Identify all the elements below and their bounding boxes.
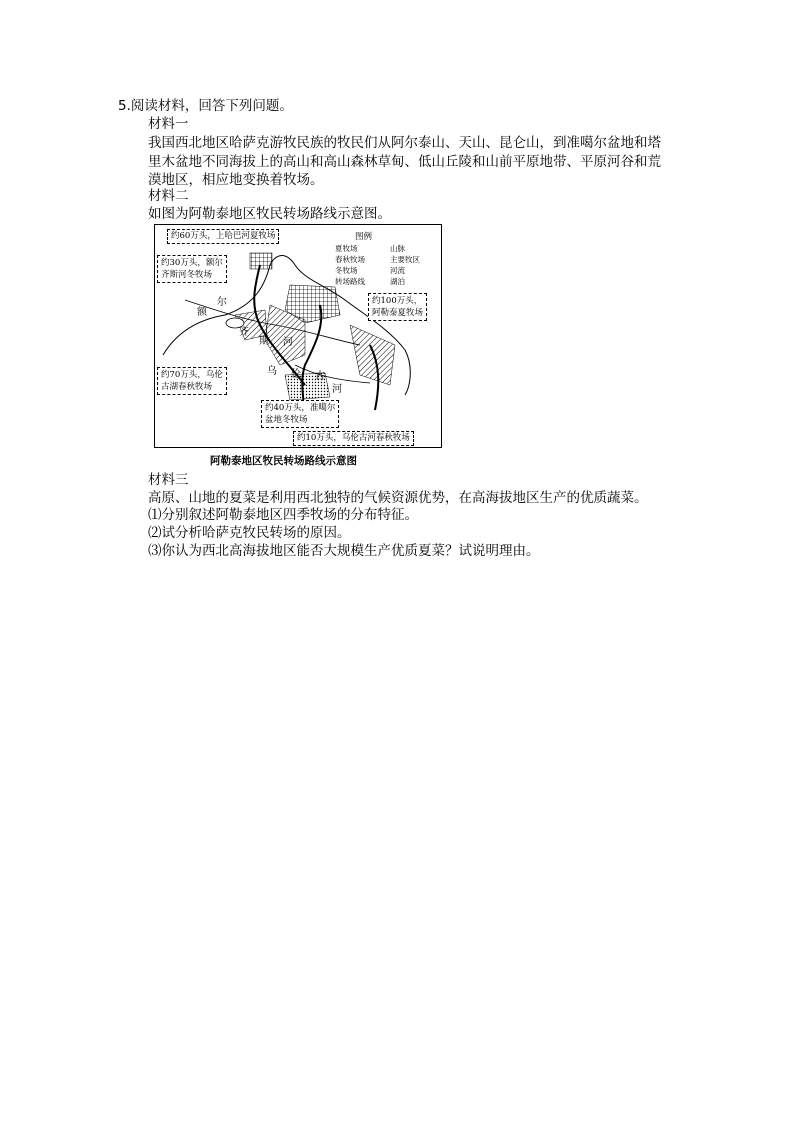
callout-line: 约100万头，	[372, 296, 423, 306]
legend-item: 山脉	[390, 244, 405, 253]
summer-pasture-area	[250, 253, 272, 269]
sub-question: ⑵试分析哈萨克牧民转场的原因。	[148, 525, 351, 541]
callout-altay-summer	[368, 293, 427, 321]
material2-label: 材料二	[148, 188, 189, 204]
sub-question: ⑴分别叙述阿勒泰地区四季牧场的分布特征。	[148, 507, 418, 523]
callout-ulungur-river-spring: 约10万头，乌伦古河春秋牧场	[293, 431, 414, 446]
callout-line: 阿勒泰夏牧场	[372, 308, 424, 318]
callout-line: 盆地冬牧场	[265, 415, 308, 425]
place-label: 齐	[239, 327, 249, 338]
sub-question: ⑶你认为西北高海拔地区能否大规模生产优质夏菜？试说明理由。	[148, 543, 540, 559]
place-label: 古	[315, 371, 325, 382]
callout-line: 齐斯河冬牧场	[161, 270, 213, 280]
callout-irtysh-winter	[157, 255, 227, 283]
material2-text: 如图为阿勒泰地区牧民转场路线示意图。	[148, 206, 391, 222]
place-label: 尔	[217, 297, 227, 308]
callout-upper-haba-summer: 约60万头，上哈巴河夏牧场	[167, 229, 279, 244]
migration-route-map	[154, 224, 442, 448]
callout-line: 约30万头，额尔	[161, 258, 223, 268]
place-label: 伦	[291, 369, 301, 380]
place-label: 乌	[267, 366, 277, 377]
material3-label: 材料三	[148, 472, 189, 488]
material1-line: 里木盆地不同海拔上的高山和高山森林草甸、低山丘陵和山前平原地带、平原河谷和荒	[148, 154, 661, 170]
spring-autumn-pasture-area	[350, 325, 395, 385]
callout-line: 约70万头，乌伦	[161, 370, 223, 380]
map-caption: 阿勒泰地区牧民转场路线示意图	[210, 455, 357, 467]
legend-item: 主要牧区	[390, 255, 420, 264]
callout-junggar-winter	[261, 400, 339, 428]
place-label: 斯	[259, 336, 269, 347]
place-label: 河	[332, 384, 342, 395]
callout-ulungur-lake-spring	[157, 367, 227, 395]
legend-item: 转场路线	[335, 277, 365, 286]
material1-line: 我国西北地区哈萨克游牧民族的牧民们从阿尔泰山、天山、昆仑山，到准噶尔盆地和塔	[148, 135, 661, 151]
place-label: 河	[283, 337, 293, 348]
legend-item: 冬牧场	[335, 266, 358, 275]
legend-item: 夏牧场	[335, 244, 358, 253]
material1-line: 漠地区，相应地变换着牧场。	[148, 172, 324, 188]
legend-item: 湖泊	[390, 277, 405, 286]
callout-line: 古湖春秋牧场	[161, 382, 213, 392]
legend-item: 河流	[390, 266, 405, 275]
material1-label: 材料一	[148, 116, 189, 132]
question-heading: 5.阅读材料，回答下列问题。	[118, 98, 293, 114]
legend-item: 春秋牧场	[335, 255, 365, 264]
place-label: 额	[197, 307, 207, 318]
material3-text: 高原、山地的夏菜是利用西北独特的气候资源优势，在高海拔地区生产的优质蔬菜。	[148, 490, 648, 506]
callout-line: 约40万头，准噶尔	[265, 403, 336, 413]
legend-title: 图例	[355, 232, 373, 242]
